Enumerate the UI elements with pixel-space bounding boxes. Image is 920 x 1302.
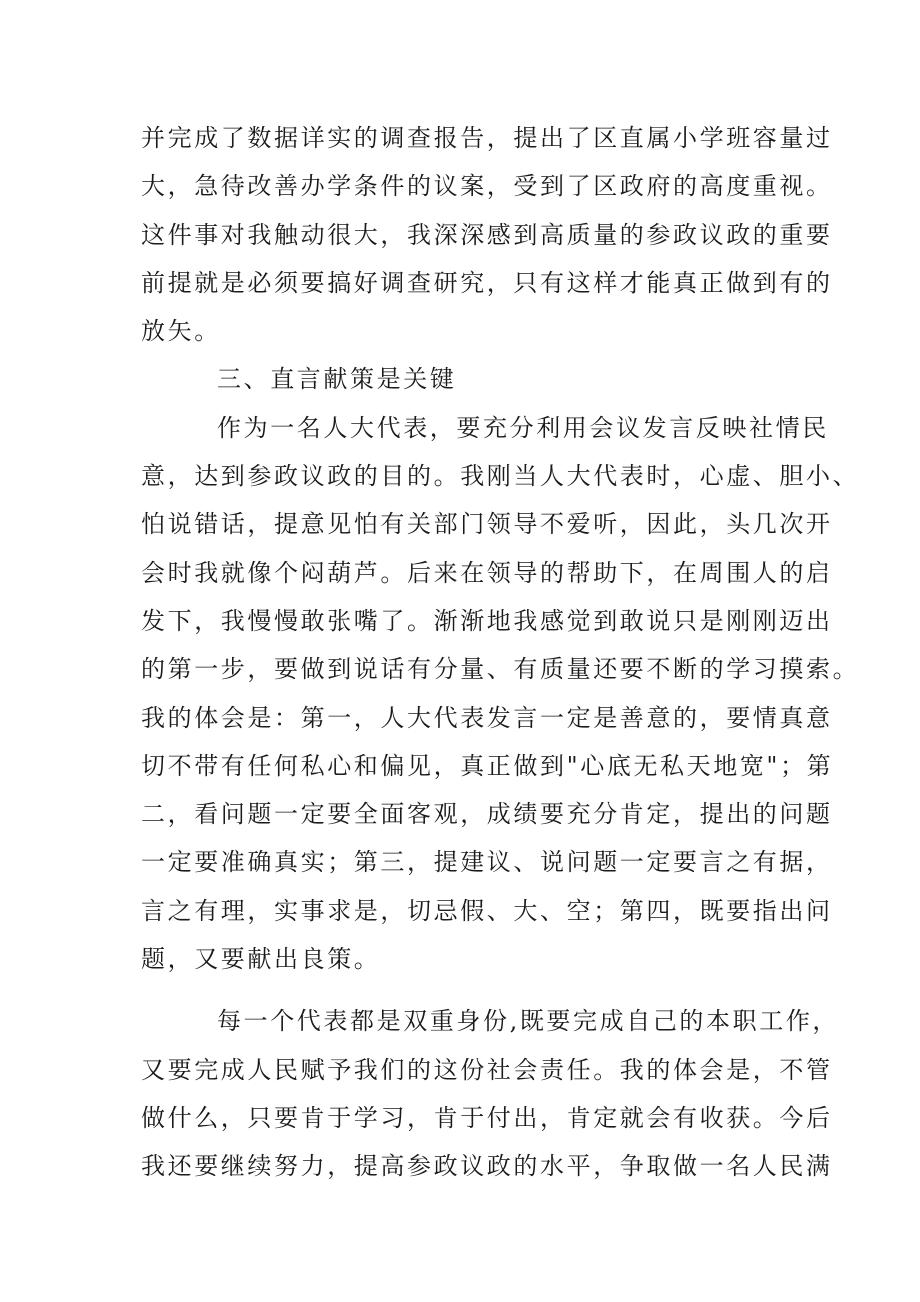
text-line: 前提就是必须要搞好调查研究，只有这样才能真正做到有的: [141, 268, 833, 297]
text-line: 大，急待改善办学条件的议案，受到了区政府的高度重视。: [141, 172, 833, 201]
text-line: 我还要继续努力，提高参政议政的水平，争取做一名人民满: [141, 1152, 833, 1181]
text-line: 怕说错话，提意见怕有关部门领导不爱听，因此，头几次开: [141, 510, 833, 539]
paragraph-duty: [141, 997, 840, 1190]
paragraph-speech: [141, 404, 860, 984]
section-heading: 三、直言献策是关键: [217, 365, 457, 394]
text-line: 意，达到参政议政的目的。我刚当人大代表时，心虚、胆小、: [141, 462, 860, 491]
text-line: 做什么，只要肯于学习，肯于付出，肯定就会有收获。今后: [141, 1103, 833, 1132]
text-line: 言之有理，实事求是，切忌假、大、空；第四，既要指出问: [141, 896, 833, 925]
text-line: 又要完成人民赋予我们的这份社会责任。我的体会是，不管: [141, 1055, 833, 1084]
text-line: 的第一步，要做到说话有分量、有质量还要不断的学习摸索。: [141, 655, 860, 684]
text-line: 二，看问题一定要全面客观，成绩要充分肯定，提出的问题: [141, 800, 833, 829]
paragraph-continued: [141, 114, 833, 355]
text-line: 这件事对我触动很大，我深深感到高质量的参政议政的重要: [141, 220, 833, 249]
document-body: [141, 114, 860, 1191]
paragraph-spacer: [141, 983, 791, 997]
text-line: 会时我就像个闷葫芦。后来在领导的帮助下，在周围人的启: [141, 558, 833, 587]
text-line: 我的体会是：第一，人大代表发言一定是善意的，要情真意: [141, 703, 833, 732]
text-line: 并完成了数据详实的调查报告，提出了区直属小学班容量过: [141, 124, 833, 152]
text-line: 切不带有任何私心和偏见，真正做到"心底无私天地宽"；第: [141, 751, 834, 780]
text-line: 作为一名人大代表，要充分利用会议发言反映社情民: [217, 413, 829, 442]
text-line: 放矢。: [141, 317, 221, 346]
text-line: 一定要准确真实；第三，提建议、说问题一定要言之有据，: [141, 848, 833, 877]
text-line: 题，又要献出良策。: [141, 945, 381, 974]
text-line: 发下，我慢慢敢张嘴了。渐渐地我感觉到敢说只是刚刚迈出: [141, 606, 833, 635]
text-line: 每一个代表都是双重身份,既要完成自己的本职工作，: [217, 1007, 840, 1036]
